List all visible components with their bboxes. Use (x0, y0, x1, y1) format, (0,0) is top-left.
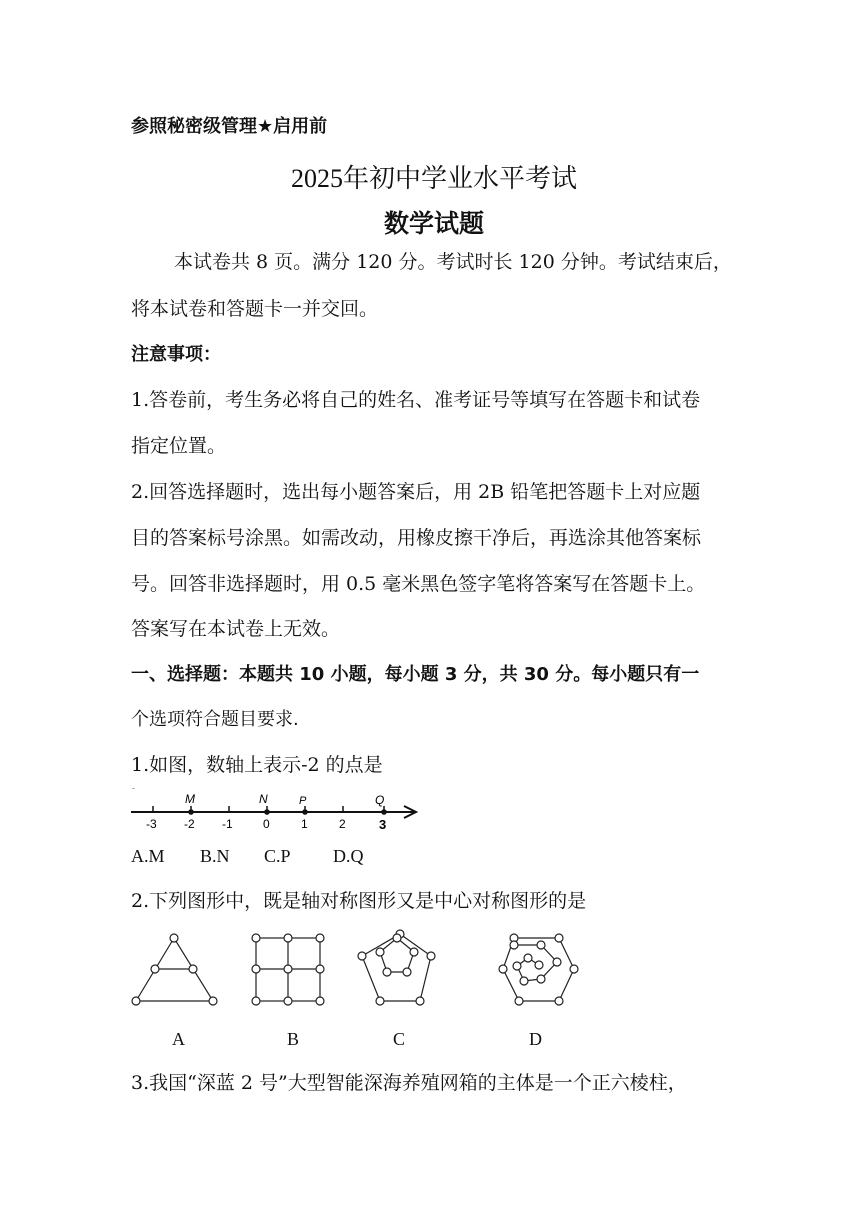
intro-line-2: 将本试卷和答题卡一并交回。 (131, 298, 379, 320)
note-line: 1.答卷前，考生务必将自己的姓名、准考证号等填写在答题卡和试卷 (131, 389, 701, 411)
tick-label: -2 (184, 817, 195, 831)
option-b: B.N (200, 846, 230, 866)
question-1-stem: 1.如图，数轴上表示-2 的点是 (131, 754, 383, 776)
note-line: 指定位置。 (131, 435, 227, 457)
confidential-label: 参照秘密级管理★启用前 (131, 116, 328, 137)
option-a: A.M (131, 846, 165, 866)
figure-d-hexagon (499, 934, 578, 1005)
intro-line-1: 本试卷共 8 页。满分 120 分。考试时长 120 分钟。考试结束后， (174, 251, 732, 273)
notes-heading: 注意事项： (131, 344, 221, 365)
option-c: C.P (264, 846, 291, 866)
figure-b-grid (252, 934, 324, 1005)
option-d: D.Q (333, 846, 364, 866)
figure-a-triangle (132, 934, 217, 1005)
tick-label: 1 (301, 817, 308, 831)
point-p (302, 809, 308, 815)
tick-label: -3 (146, 817, 157, 831)
note-line: 答案写在本试卷上无效。 (131, 618, 341, 640)
number-line-figure (128, 788, 428, 834)
point-m (188, 809, 194, 815)
tick-label: -1 (222, 817, 233, 831)
figure-label-a: A (172, 1029, 185, 1049)
question-2-stem: 2.下列图形中，既是轴对称图形又是中心对称图形的是 (131, 890, 587, 912)
note-line: 号。回答非选择题时，用 0.5 毫米黑色签字笔将答案写在答题卡上。 (131, 573, 706, 595)
exam-title: 2025年初中学业水平考试 (290, 164, 577, 193)
note-line: 目的答案标号涂黑。如需改动，用橡皮擦干净后，再选涂其他答案标 (131, 527, 702, 549)
figure-label-c: C (393, 1029, 406, 1049)
figure-c-pentagons (358, 930, 435, 1005)
question-2-figures (125, 925, 595, 1015)
question-3-stem: 3.我国“深蓝 2 号”大型智能深海养殖网箱的主体是一个正六棱柱， (131, 1072, 687, 1094)
section-heading-line-2: 个选项符合题目要求. (131, 709, 299, 730)
point-q (381, 809, 387, 815)
tick-label: 2 (339, 817, 346, 831)
point-label: Q (375, 793, 385, 807)
note-line: 2.回答选择题时，选出每小题答案后，用 2B 铅笔把答题卡上对应题 (131, 481, 701, 503)
point-label: P (299, 795, 307, 807)
point-n (264, 809, 270, 815)
point-label: N (259, 792, 268, 806)
figure-label-b: B (287, 1029, 300, 1049)
exam-subtitle: 数学试题 (383, 209, 484, 238)
tick-label: 0 (263, 817, 270, 831)
point-label: M (185, 792, 195, 806)
figure-label-d: D (529, 1029, 542, 1049)
tick-label: 3 (379, 817, 387, 832)
section-heading-line-1: 一、选择题：本题共 10 小题，每小题 3 分，共 30 分。每小题只有一 (131, 664, 700, 685)
